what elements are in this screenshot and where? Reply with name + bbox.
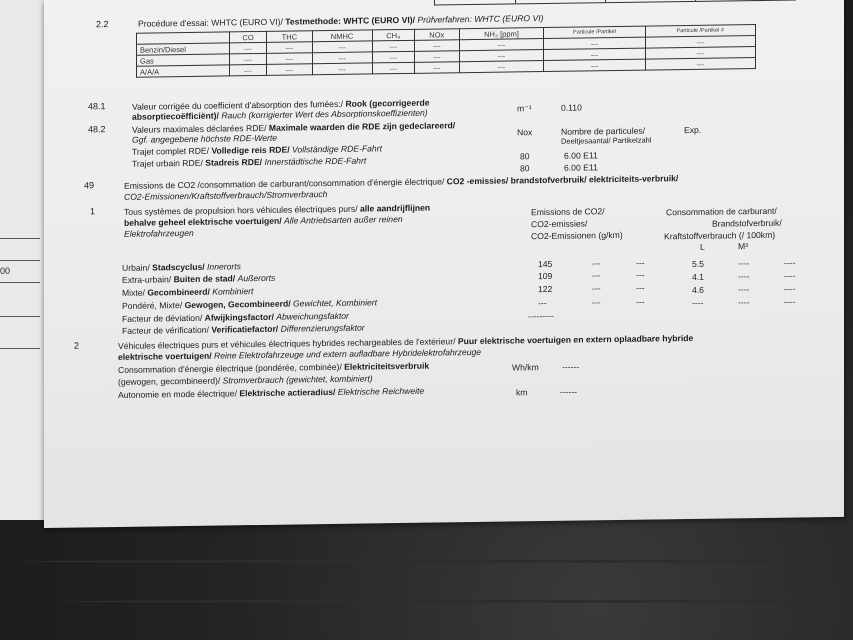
co2-combined: 122 bbox=[538, 283, 553, 295]
smoke-label-cont: absorptiecoëfficiënt)/ Rauch (korrigierter Wert des Absorptionskoeffizienten) bbox=[132, 107, 428, 122]
deviation-factor-value: --------- bbox=[528, 310, 554, 322]
fuel-header-de: Kraftstoffverbrauch (/ 100km) bbox=[664, 229, 776, 242]
cell: --- bbox=[636, 282, 645, 293]
table-header-cell: THC bbox=[267, 31, 313, 43]
fuel-header-nl: Brandstofverbruik/ bbox=[712, 217, 782, 229]
table-cell: --- bbox=[230, 64, 267, 76]
cell: --- bbox=[636, 257, 645, 268]
table-cell: --- bbox=[372, 51, 414, 63]
rde-urban-label: Trajet urbain RDE/ Stadreis RDE/ Innerstädtische RDE-Fahrt bbox=[132, 155, 367, 169]
row-label-weighted: Pondéré, Mixte/ Gewogen, Gecombineerd/ Gewichtet, Kombiniert bbox=[122, 297, 378, 311]
whtc-table bbox=[136, 24, 756, 78]
table-cell: --- bbox=[372, 62, 414, 74]
nox-label: Nox bbox=[517, 127, 533, 138]
table-header-cell: NOx bbox=[414, 29, 459, 41]
cell: ---- bbox=[738, 271, 750, 282]
cell: ---- bbox=[784, 283, 796, 294]
fuel-header-fr: Consommation de carburant/ bbox=[666, 205, 777, 218]
table-cell: --- bbox=[459, 61, 544, 73]
smoke-label: Valeur corrigée du coefficient d'absorption des fumées:/ Rook (gecorrigeerde bbox=[132, 97, 430, 112]
rde-urban-nox: 80 bbox=[520, 163, 530, 174]
co2-section-title: Emissions de CO2 /consommation de carburant/consommation d'énergie électrique/ CO2 -emissies/ brandstofverbruik/ elektriciteits-verbruik/ bbox=[124, 173, 679, 191]
cell: --- bbox=[636, 269, 645, 280]
particles-label: Nombre de particules/ bbox=[561, 125, 646, 137]
cell: --- bbox=[592, 270, 601, 281]
table-cell: --- bbox=[544, 37, 645, 49]
seat-seam bbox=[20, 560, 840, 563]
section-number: 48.2 bbox=[88, 124, 106, 135]
table-cell: --- bbox=[230, 42, 267, 54]
cell: ---- bbox=[784, 296, 796, 307]
fuel-urban: 5.5 bbox=[692, 258, 704, 269]
fuel-extra-urban: 4.1 bbox=[692, 271, 704, 282]
table-cell: --- bbox=[645, 47, 756, 60]
section-number: 48.1 bbox=[88, 101, 106, 112]
top-table-fragment bbox=[434, 0, 796, 6]
table-header-cell: Particule /Partikel # bbox=[645, 25, 756, 38]
table-header-cell: CO bbox=[230, 31, 267, 43]
ev-section-label-2: elektrische voertuigen/ Reine Elektrofahrzeuge und extern aufladbare Hybridelektrofahrzeuge bbox=[118, 346, 482, 362]
table-cell: --- bbox=[414, 40, 459, 52]
section-number: 2 bbox=[74, 340, 80, 351]
fuel-weighted: ---- bbox=[692, 297, 704, 308]
section-number: 2.2 bbox=[96, 19, 109, 30]
exp-label: Exp. bbox=[684, 124, 702, 136]
cell: ---- bbox=[784, 257, 796, 268]
rde-label: Valeurs maximales déclarées RDE/ Maximale waarden die RDE zijn gedeclareerd/ bbox=[132, 120, 456, 135]
table-cell: --- bbox=[312, 52, 372, 64]
table-cell: --- bbox=[372, 40, 414, 52]
left-page bbox=[0, 0, 45, 520]
particles-label-2: Deeltjesaantal/ Partikelzahl bbox=[561, 135, 652, 146]
left-page-fragment: 00 bbox=[0, 266, 11, 276]
rde-label-de: Ggf. angegebene höchste RDE-Werte bbox=[132, 132, 278, 145]
table-header-cell: NH₃ [ppm] bbox=[459, 28, 544, 40]
rde-complete-nox: 80 bbox=[520, 151, 530, 162]
cell: ---- bbox=[784, 270, 796, 281]
row-label: Gas bbox=[137, 54, 230, 66]
table-cell: --- bbox=[267, 53, 313, 65]
electric-consumption-unit: Wh/km bbox=[512, 362, 539, 373]
section-number: 49 bbox=[84, 180, 95, 191]
rde-complete-label: Trajet complet RDE/ Volledige reis RDE/ Vollständige RDE-Fahrt bbox=[132, 143, 382, 157]
co2-extra-urban: 109 bbox=[538, 270, 553, 282]
cell: --- bbox=[592, 283, 601, 294]
row-label-urban: Urbain/ Stadscyclus/ Innerorts bbox=[122, 261, 241, 273]
cell: ---- bbox=[738, 284, 750, 295]
table-cell: --- bbox=[459, 50, 544, 62]
electric-range-value: ------ bbox=[560, 386, 578, 397]
table-cell: --- bbox=[414, 51, 459, 63]
table-cell: --- bbox=[459, 39, 544, 51]
unit-m3: M³ bbox=[738, 241, 749, 252]
co2-urban: 145 bbox=[538, 258, 553, 270]
electric-consumption-value: ------ bbox=[562, 361, 580, 372]
smoke-unit: m⁻¹ bbox=[517, 103, 532, 114]
electric-range-unit: km bbox=[516, 387, 528, 398]
table-header-cell: NMHC bbox=[312, 30, 372, 42]
table-cell: --- bbox=[645, 36, 756, 49]
section-2-2-title: Procédure d'essai: WHTC (EURO VI)/ Testmethode: WHTC (EURO VI)/ Prüfverfahren: WHTC (EURO VI) bbox=[138, 13, 544, 29]
cell: --- bbox=[592, 258, 601, 269]
verification-factor-label: Facteur de vérification/ Verificatiefactor/ Differenzierungsfaktor bbox=[122, 322, 365, 336]
all-powertrains-label: Tous systèmes de propulsion hors véhicules électriques purs/ alle aandrijflijnen bbox=[124, 202, 431, 217]
all-powertrains-label-2: behalve geheel elektrische voertuigen/ Alle Antriebsarten außer reinen bbox=[124, 213, 403, 228]
row-label-combined: Mixte/ Gecombineerd/ Kombiniert bbox=[122, 286, 254, 298]
table-cell: --- bbox=[544, 48, 645, 60]
table-cell: --- bbox=[267, 64, 313, 76]
document-page bbox=[44, 0, 844, 528]
all-powertrains-label-3: Elektrofahrzeugen bbox=[124, 227, 194, 239]
seat-seam bbox=[60, 600, 840, 603]
co2-header-fr: Emissions de CO2/ bbox=[531, 206, 605, 218]
table-header-cell: CH₄ bbox=[372, 29, 414, 41]
co2-section-title-de: CO2-Emissionen/Kraftstoffverbrauch/Stromverbrauch bbox=[124, 189, 328, 202]
row-label: Benzin/Diesel bbox=[137, 43, 230, 55]
row-label: A/A/A bbox=[137, 65, 230, 77]
unit-l: L bbox=[700, 241, 705, 252]
table-cell: --- bbox=[312, 63, 372, 75]
row-label-extra-urban: Extra-urbain/ Buiten de stad/ Außerorts bbox=[122, 272, 276, 285]
electric-consumption-label: Consommation d'énergie électrique (pondérée, combinée)/ Elektriciteitsverbruik bbox=[118, 360, 430, 375]
rde-urban-pn: 6.00 E11 bbox=[564, 162, 598, 173]
table-cell: --- bbox=[645, 58, 756, 71]
ev-section-label: Véhicules électriques purs et véhicules électriques hybrides rechargeables de l'extérieur/ Puur elektrische voertuigen en extern oplaadbare hybride bbox=[118, 332, 694, 351]
fuel-combined: 4.6 bbox=[692, 284, 704, 295]
table-cell: --- bbox=[312, 41, 372, 53]
table-cell: --- bbox=[267, 42, 313, 54]
smoke-value: 0.110 bbox=[561, 102, 582, 113]
deviation-factor-label: Facteur de déviation/ Afwijkingsfactor/ Abweichungsfaktor bbox=[122, 310, 349, 324]
table-cell: --- bbox=[544, 59, 645, 71]
co2-header-nl: CO2-emissies/ bbox=[531, 218, 588, 230]
section-number: 1 bbox=[90, 206, 96, 217]
co2-header-de: CO2-Emissionen (g/km) bbox=[531, 229, 623, 242]
cell: ---- bbox=[738, 258, 750, 269]
cell: ---- bbox=[738, 297, 750, 308]
table-cell: --- bbox=[414, 62, 459, 74]
electric-consumption-label-2: (gewogen, gecombineerd)/ Stromverbrauch (gewichtet, kombiniert) bbox=[118, 373, 373, 387]
table-cell: --- bbox=[230, 53, 267, 65]
electric-range-label: Autonomie en mode électrique/ Elektrische actieradius/ Elektrische Reichweite bbox=[118, 385, 425, 400]
table-header-cell: Particule /Partikel bbox=[544, 26, 645, 38]
cell: --- bbox=[592, 297, 601, 308]
cell: --- bbox=[636, 296, 645, 307]
rde-complete-pn: 6.00 E11 bbox=[564, 150, 598, 161]
co2-weighted: --- bbox=[538, 297, 547, 309]
